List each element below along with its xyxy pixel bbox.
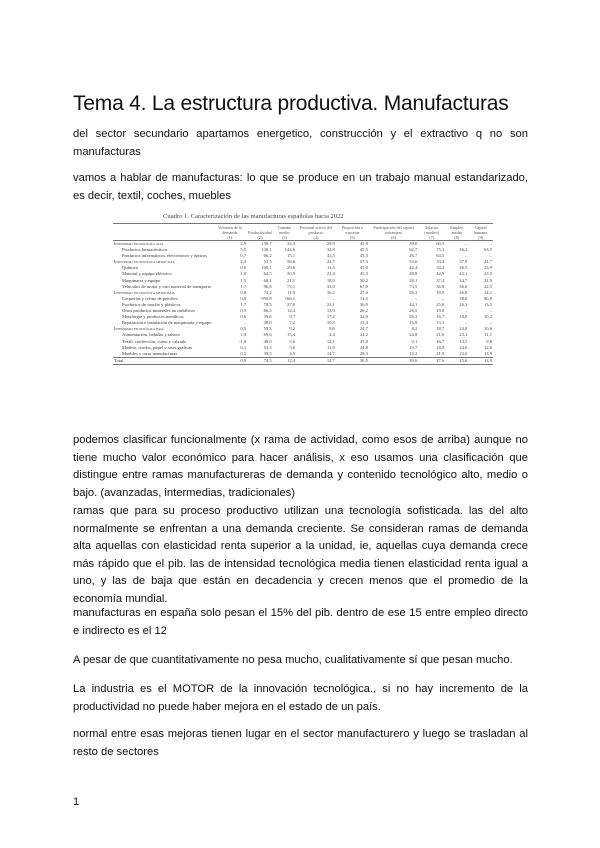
table-cell: 48,0: [263, 338, 272, 344]
table-cell: –: [332, 295, 335, 301]
table-cell: 14,7: [296, 357, 336, 364]
table-cell: 11,9: [326, 344, 335, 350]
paragraph-2: vamos a hablar de manufacturas: lo que se produce en un trabajo manual estandarizado, es decir, textil, coches, muebles: [73, 172, 528, 202]
table-cell: 0,9: [213, 357, 248, 364]
table-cell: 4,9: [289, 350, 296, 356]
table-header-cell: Capital humano: [473, 225, 488, 235]
table-cell: 0,1: [240, 344, 247, 350]
table-cell: 12,4: [273, 357, 296, 364]
table-cell: 62,7: [409, 247, 418, 253]
table-cell: 37,9: [459, 259, 468, 265]
table-cell: 21,7: [483, 259, 492, 265]
table-cell: 64,5: [263, 271, 272, 277]
table-cell: 13,9: [468, 357, 493, 364]
paragraph-4: ramas que para su proceso productivo utilizan una tecnología sofisticada. las del alto normalmente se enfrentan a una demanda creciente. Se consideran ramas de demanda alta aquellas con elasticidad renta superior a la unidad, ie, aquellas cuya demanda crece más rápido que el pib. las de intensidad tecnológica media tienen elasticidad renta igual a uno, y las de baja que están en decadencia y crecen menos que el promedio de la economía mundial.: [73, 505, 528, 605]
table-cell: 166,1: [284, 295, 296, 301]
table-cell: 11,9: [287, 289, 296, 295]
table-cell: 24,8: [359, 344, 368, 350]
table-cell: 16,9: [409, 320, 418, 326]
table-cell: 0,0: [240, 265, 247, 271]
table-cell: 14,7: [326, 350, 335, 356]
table-cell: 18,9: [436, 344, 445, 350]
table-cell: 37,4: [436, 277, 445, 283]
table-cell: 14,1: [483, 289, 492, 295]
table-cell: 1,0: [240, 332, 247, 338]
table-cell: 0,7: [240, 253, 247, 259]
manufacturing-table: [113, 223, 493, 365]
table-cell: 64,5: [436, 253, 445, 259]
table-cell: –: [489, 320, 492, 326]
table-cell: –: [415, 295, 418, 301]
table-cell: 39,6: [369, 357, 418, 364]
table-cell: 38,0: [263, 320, 272, 326]
table-cell: 10,6: [483, 326, 492, 332]
table-colnum-cell: (3): [273, 235, 296, 241]
table-cell: 74,5: [247, 357, 273, 364]
table-cell: 34,7: [459, 277, 468, 283]
table-header-cell: Tamaño medio: [277, 225, 292, 235]
table-cell: 7,2: [289, 320, 296, 326]
table-cell: 15,4: [287, 332, 296, 338]
table-cell: 15,4: [359, 320, 368, 326]
table-cell: –: [465, 253, 468, 259]
table-cell: 2,4: [240, 259, 247, 265]
table-cell: 63,5: [483, 247, 492, 253]
table-cell: 21,9: [483, 277, 492, 283]
table-cell: 27,0: [359, 289, 368, 295]
table-cell: –: [442, 295, 445, 301]
table-cell: 45,5: [359, 247, 368, 253]
table-cell: 25,6: [445, 357, 468, 364]
table-header-cell: Salarios (medios): [424, 225, 440, 235]
paragraph-1: del sector secundario apartamos energetico, construcción y el extractivo q no son manufacturas: [73, 128, 528, 158]
table-cell: 16,7: [436, 314, 445, 320]
table-cell: 24,6: [459, 344, 468, 350]
table-cell: 53,5: [263, 259, 272, 265]
paragraph-7: La industria es el MOTOR de la innovación tecnológica., si no hay incremento de la productividad no puede haber mejora en el estado de un país.: [73, 683, 528, 713]
table-row-label: Material y equipo eléctrico: [122, 271, 172, 277]
table-colnum-cell: (6): [369, 235, 418, 241]
table-header-cell: Personal activo del producto: [300, 225, 332, 235]
table-title: Cuadro 1. Caracterización de las manufacturas españolas hacia 2022: [163, 213, 344, 220]
table-colnum-cell: (8): [445, 235, 468, 241]
table-cell: 130,1: [261, 247, 272, 253]
table-cell: –: [243, 320, 247, 326]
table-cell: 23,5: [483, 271, 492, 277]
table-cell: 67,0: [359, 283, 368, 289]
table-cell: 22,7: [326, 259, 335, 265]
table-cell: 10,3: [326, 320, 335, 326]
table-colnum-cell: (7): [418, 235, 445, 241]
table-cell: 50,2: [359, 277, 368, 283]
table-cell: 10,2: [483, 314, 492, 320]
table-cell: 53,5: [263, 344, 272, 350]
table-cell: 13,5: [459, 338, 468, 344]
table-cell: 18,0: [326, 277, 335, 283]
table-row-label: Alimentación, bebidas y tabaco: [122, 332, 180, 338]
table-cell: 38,0: [459, 295, 468, 301]
table-cell: 21,6: [436, 332, 445, 338]
table-cell: 21,1: [326, 301, 335, 307]
table-row-label: Productos farmacéuticos: [122, 247, 168, 253]
paragraph-8: normal entre esas mejoras tienen lugar en el sector manufacturero y luego se trasladan al resto de sectores: [73, 728, 528, 758]
table-cell: 29,9: [326, 241, 335, 246]
table-cell: 32,8: [326, 247, 335, 253]
table-cell: 18,9: [436, 289, 445, 295]
table-cell: 26,3: [459, 301, 468, 307]
table-cell: 34,2: [436, 265, 445, 271]
table-cell: 13,9: [483, 350, 492, 356]
table-header-cell: Proporción a exportar: [341, 225, 364, 235]
table-cell: 45,5: [359, 253, 368, 259]
table-cell: 39,0: [409, 241, 418, 246]
table-cell: 75,3: [436, 247, 445, 253]
table-cell: –: [465, 320, 468, 326]
table-cell: –: [489, 308, 492, 314]
table-cell: 60,5: [436, 241, 445, 246]
table-cell: 28,3: [359, 350, 368, 356]
table-cell: 36,8: [436, 283, 445, 289]
table-cell: 18,8: [459, 314, 468, 320]
table-cell: 9,2: [289, 326, 296, 332]
table-cell: 32,5: [326, 253, 335, 259]
table-cell: –: [465, 308, 468, 314]
table-cell: 8,2: [411, 326, 418, 332]
table-cell: 48,8: [409, 271, 418, 277]
table-image: [113, 213, 493, 413]
table-cell: 66,5: [263, 308, 272, 314]
table-header-cell: Empleo medio: [450, 225, 464, 235]
table-row-label: Otros productos minerales no metálicos: [122, 308, 195, 314]
table-cell: 36,5: [336, 357, 369, 364]
table-cell: 0,6: [240, 314, 247, 320]
table-row: [113, 241, 493, 248]
table-cell: 42,1: [459, 271, 468, 277]
table-cell: 26,7: [409, 253, 418, 259]
table-row-label: Total: [113, 357, 213, 364]
table-cell: 66,2: [263, 253, 272, 259]
table-cell: 68,1: [263, 277, 272, 283]
table-cell: 36,5: [459, 265, 468, 271]
table-cell: 14,4: [287, 308, 296, 314]
table-cell: 1,7: [240, 301, 247, 307]
table-cell: 26,2: [359, 308, 368, 314]
table-row-label: Intensidad tecnológica alta: [114, 241, 164, 246]
table-cell: 23,0: [459, 350, 468, 356]
table-cell: 35,8: [359, 338, 368, 344]
table-cell: 26,3: [409, 289, 418, 295]
table-cell: –: [465, 241, 468, 246]
table-cell: 73,1: [287, 283, 296, 289]
table-row-label: Madera, corcho, papel y artes gráficas: [122, 344, 193, 350]
table-cell: 13,9: [326, 308, 335, 314]
table-cell: 56,6: [287, 259, 296, 265]
table-cell: 69,6: [263, 332, 272, 338]
table-cell: 2,9: [240, 241, 247, 246]
table-cell: 17,2: [326, 314, 335, 320]
table-row-label: Metalurgia y productos metálicos: [122, 314, 184, 320]
table-cell: 21,1: [287, 277, 296, 283]
table-cell: 86,0: [483, 295, 492, 301]
table-cell: 25,6: [436, 301, 445, 307]
table-row-label: Productos de caucho y plásticos: [122, 301, 181, 307]
table-cell: 36,2: [459, 247, 468, 253]
table-cell: –: [489, 253, 492, 259]
table-cell: 12,0: [483, 344, 492, 350]
table-cell: 0,8: [240, 289, 247, 295]
table-cell: 27,0: [287, 301, 296, 307]
table-cell: 39,5: [263, 350, 272, 356]
table-cell: 5,6: [289, 344, 296, 350]
table-cell: 21,4: [326, 271, 335, 277]
table-cell: 144,6: [284, 247, 296, 253]
paragraph-3: podemos clasificar funcionalmente (x rama de actividad, como esos de arriba) aunque no tiene mucho valor económico para hacer análisis, x eso usamos una clasificación que distingue entre ramas manufactureras de demanda y contenido tecnológico alto, medio o bajo. (avanzadas, intermedias, tradicionales): [73, 434, 528, 499]
table-cell: 5,5: [240, 247, 247, 253]
table-cell: 4,4: [329, 332, 335, 338]
table-header-cell: Participación del capital extranjero: [373, 225, 414, 235]
table-row-label: Productos informáticos, electrónicos y ópticos: [122, 253, 208, 259]
table-cell: 1,5: [240, 277, 247, 283]
table-cell: 100,1: [261, 265, 272, 271]
table-cell: 22,5: [483, 283, 492, 289]
table-cell: 0,5: [240, 350, 247, 356]
table-colnum-cell: (2): [247, 235, 273, 241]
table-cell: 15,1: [287, 253, 296, 259]
table-cell: 24,8: [459, 326, 468, 332]
table-row-label: Maquinaria y equipo: [122, 277, 161, 283]
table-cell: 9,7: [289, 314, 296, 320]
table-cell: 36,9: [359, 301, 368, 307]
table-cell: 33,4: [436, 259, 445, 265]
table-cell: 1,7: [240, 283, 247, 289]
table-cell: 950,8: [261, 295, 272, 301]
table-cell: 13,2: [409, 350, 418, 356]
table-row-label: Coquerías y refino de petróleo: [122, 295, 178, 301]
table-cell: 59,3: [263, 326, 272, 332]
table-row-label: Intensidad tecnológica baja: [114, 326, 164, 332]
table-cell: 9,6: [329, 326, 335, 332]
table-cell: 26,8: [459, 289, 468, 295]
paragraph-5: manufacturas en españa solo pesan el 15% del pib. dentro de ese 15 entre empleo directo e indirecto es el 12: [73, 607, 528, 637]
table-cell: 44,1: [409, 301, 418, 307]
table-row-label: Intensidad tecnológica media-baja: [114, 289, 175, 295]
table-row-label: Vehículos de motor y otro material de transporte: [122, 283, 211, 289]
table-cell: 33,0: [326, 283, 335, 289]
table-row-label: Muebles y otras manufacturas: [122, 350, 178, 356]
table-cell: 42,9: [436, 271, 445, 277]
table-row-label: Textil, confección, cuero y calzado: [122, 338, 187, 344]
table-cell: 27,6: [418, 357, 445, 364]
table-cell: 29,6: [287, 265, 296, 271]
table-cell: 12,1: [326, 338, 335, 344]
table-row-label: Reparación e instalación de maquinaria y equipo: [122, 320, 212, 326]
table-row-label: Química: [122, 265, 138, 271]
table-cell: 34,3: [287, 241, 296, 246]
table-cell: 32,9: [359, 314, 368, 320]
table-colnum-cell: (1): [213, 235, 248, 241]
table-cell: 24,2: [359, 332, 368, 338]
table-cell: 18,7: [436, 326, 445, 332]
table-cell: 13,3: [436, 320, 445, 326]
table-cell: 26,5: [409, 308, 418, 314]
table-cell: 45,8: [359, 241, 368, 246]
table-cell: 158,7: [261, 241, 272, 246]
table-header-cell: Volumen de la demanda: [217, 225, 242, 235]
table-cell: 13,5: [483, 301, 492, 307]
table-row: [113, 351, 493, 358]
table-cell: 9,1: [411, 338, 418, 344]
table-cell: 30,9: [287, 271, 296, 277]
table-cell: 0,5: [240, 308, 247, 314]
table-cell: 45,0: [359, 265, 368, 271]
table-cell: 26,3: [409, 314, 418, 320]
table-cell: –: [489, 241, 492, 246]
table-colnum-cell: (4): [296, 235, 336, 241]
table-cell: 0,0: [240, 295, 247, 301]
table-cell: 42,4: [409, 265, 418, 271]
table-cell: 16,7: [436, 338, 445, 344]
table-colnum-cell: (9): [468, 235, 493, 241]
table-cell: 70,5: [263, 301, 272, 307]
table-row-label: Intensidad tecnológica media-alta: [114, 259, 175, 265]
table-cell: 23,1: [459, 332, 468, 338]
table-cell: 39,6: [263, 314, 272, 320]
table-cell: 57,3: [359, 259, 368, 265]
table-cell: 73,5: [409, 283, 418, 289]
table-cell: 12,5: [359, 295, 368, 301]
table-cell: 0,5: [240, 326, 247, 332]
page-title: Tema 4. La estructura productiva. Manufacturas: [73, 92, 509, 115]
table-cell: 16,2: [326, 289, 335, 295]
table-cell: 96,8: [263, 283, 272, 289]
table-cell: 11,5: [326, 265, 335, 271]
table-cell: 24,7: [359, 326, 368, 332]
table-cell: 9,6: [486, 338, 492, 344]
table-cell: 11,1: [484, 332, 492, 338]
table-row: [113, 357, 493, 364]
table-cell: 5,6: [289, 338, 296, 344]
table-cell: 19,8: [436, 308, 445, 314]
table-header-cell: Productividad: [248, 230, 272, 235]
table-cell: 53,6: [409, 259, 418, 265]
table-cell: 74,2: [263, 289, 272, 295]
table-cell: 1,9: [240, 271, 247, 277]
table-cell: 45,3: [359, 271, 368, 277]
page-number: 1: [73, 796, 80, 808]
paragraph-6: A pesar de que cuantitativamente no pesa mucho, cualitativamente sí que pesan mucho.: [73, 654, 513, 666]
table-cell: 25,9: [483, 265, 492, 271]
table-cell: 36,6: [459, 283, 468, 289]
table-cell: -1,0: [238, 338, 247, 344]
table-cell: 21,9: [436, 350, 445, 356]
table-colnum-cell: (5): [336, 235, 369, 241]
table-cell: 28,1: [409, 277, 418, 283]
table-cell: 24,8: [409, 332, 418, 338]
table-cell: 19,7: [409, 344, 418, 350]
